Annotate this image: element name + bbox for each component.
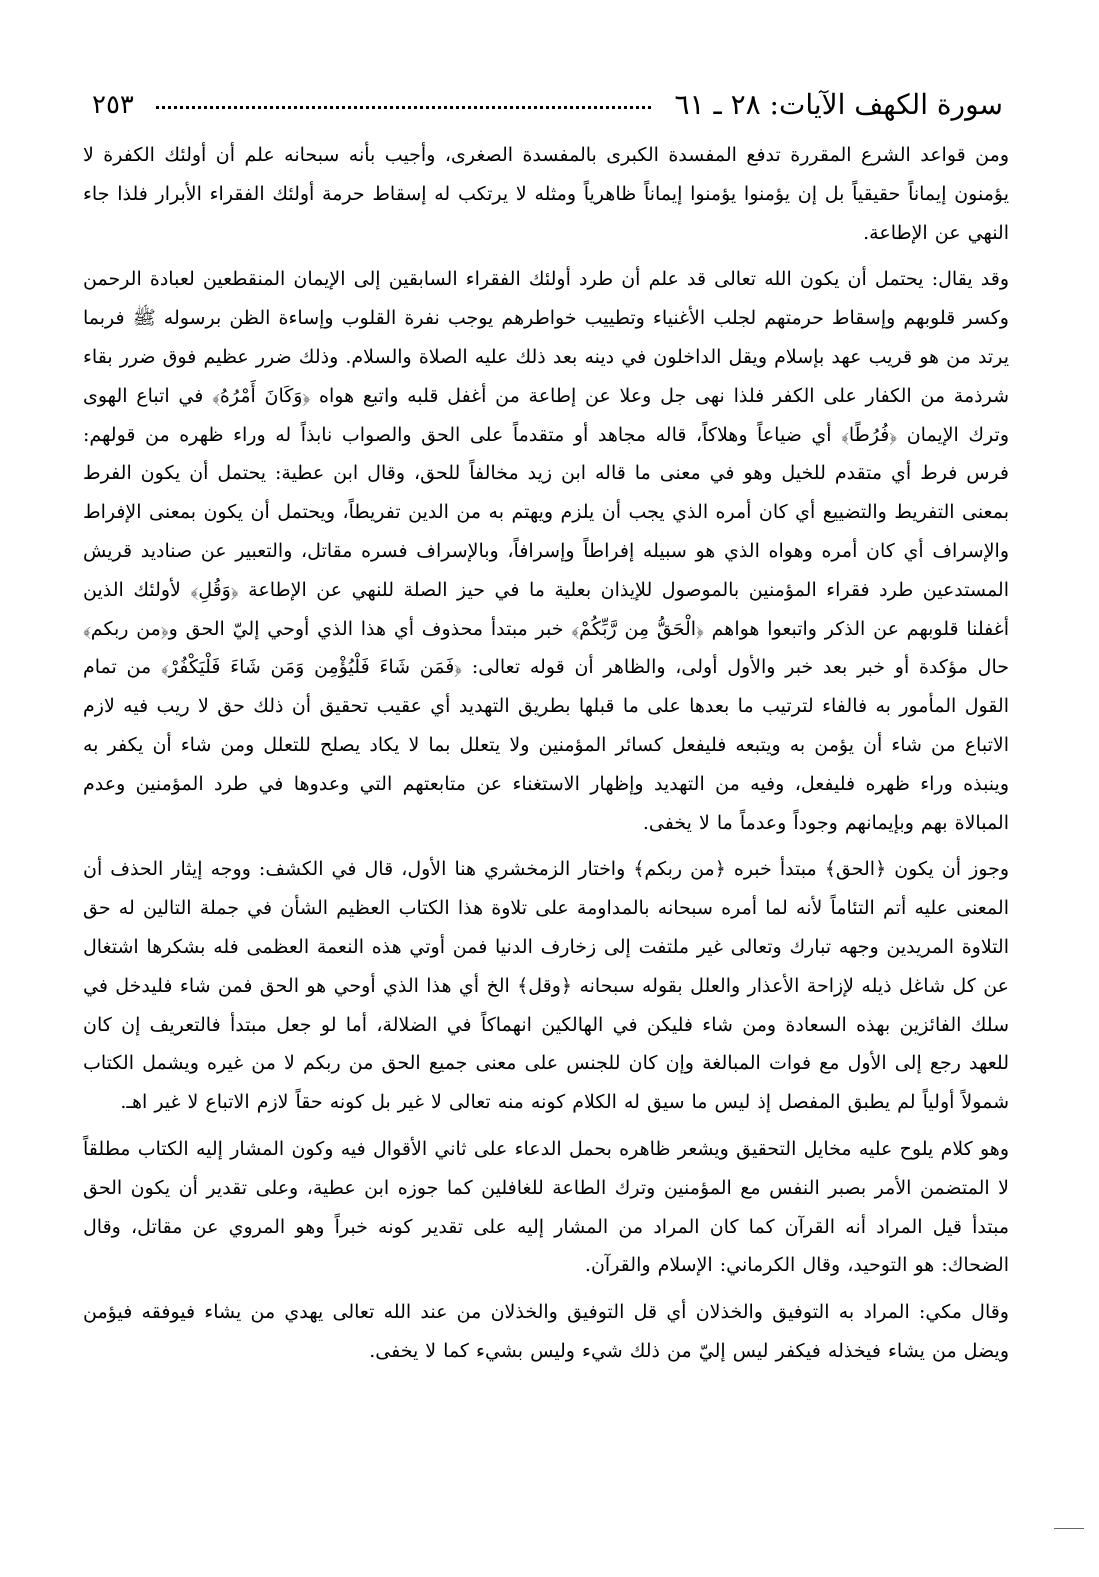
page-number: ٢٥٣ bbox=[92, 90, 134, 120]
header-title: سورة الكهف الآيات: ٢٨ ـ ٦١ bbox=[674, 88, 1003, 121]
page-body bbox=[83, 136, 1009, 1379]
running-header bbox=[92, 86, 1003, 130]
paragraph: وهو كلام يلوح عليه مخايل التحقيق ويشعر ظاهره بحمل الدعاء على ثاني الأقوال فيه وكون المشار إليه الكتاب مطلقاً لا المتضمن الأمر بصبر النفس مع المؤمنين وترك الطاعة للغافلين كما جوزه ابن عطية، وعلى تقدير أن يكون الحق مبتدأ قيل المراد أنه القرآن كما كان المراد من المشار إليه على تقدير كونه خبراً وهو المروي عن مقاتل، وقال الضحاك: هو التوحيد، وقال الكرماني: الإسلام والقرآن. bbox=[83, 1137, 1009, 1277]
margin-mark bbox=[1054, 1528, 1084, 1529]
paragraph: وقد يقال: يحتمل أن يكون الله تعالى قد علم أن طرد أولئك الفقراء السابقين إلى الإيمان المنقطعين لعبادة الرحمن وكسر قلوبهم وإسقاط حرمتهم لجلب الأغنياء وتطييب خواطرهم يوجب نفرة القلوب وإساءة الظن برسوله ﷺ فربما يرتد من هو قريب عهد بإسلام ويقل الداخلون في دينه بعد ذلك عليه الصلاة والسلام. وذلك ضرر عظيم فوق ضرر بقاء شرذمة من الكفار على الكفر فلذا نهى جل وعلا عن إطاعة من أغفل قلبه واتبع هواه ﴿وَكَانَ أَمْرُهُ﴾ في اتباع الهوى وترك الإيمان ﴿فُرُطًا﴾ أي ضياعاً وهلاكاً، قاله مجاهد أو متقدماً على الحق والصواب نابذاً له وراء ظهره من قولهم: فرس فرط أي متقدم للخيل وهو في معنى ما قاله ابن زيد مخالفاً للحق، وقال ابن عطية: يحتمل أن يكون الفرط بمعنى التفريط والتضييع أي كان أمره الذي يجب أن يلزم ويهتم به من الدين تفريطاً، ويحتمل أن يكون بمعنى الإفراط والإسراف أي كان أمره وهواه الذي هو سبيله إفراطاً وإسرافاً، وبالإسراف فسره مقاتل، والتعبير عن صناديد قريش المستدعين طرد فقراء المؤمنين بالموصول للإيذان بعلية ما في حيز الصلة للنهي عن الإطاعة ﴿وَقُلِ﴾ لأولئك الذين أغفلنا قلوبهم عن الذكر واتبعوا هواهم ﴿الْحَقُّ مِن رَّبِّكُمْ﴾ خبر مبتدأ محذوف أي هذا الذي أوحي إليّ الحق و﴿من ربكم﴾ حال مؤكدة أو خبر بعد خبر والأول أولى، والظاهر أن قوله تعالى: ﴿فَمَن شَاءَ فَلْيُؤْمِن وَمَن شَاءَ فَلْيَكْفُرْ﴾ من تمام القول المأمور به فالفاء لترتيب ما بعدها على ما قبلها بطريق التهديد أي عقيب تحقيق أن ذلك حق لا ريب فيه لازم الاتباع من شاء أن يؤمن به ويتبعه فليفعل كسائر المؤمنين ولا يتعلل بما لا يكاد يصلح للتعلل ومن شاء أن يكفر به وينبذه وراء ظهره فليفعل، وفيه من التهديد وإظهار الاستغناء عن متابعتهم التي وعدوها في طرد المؤمنين وعدم المبالاة بهم وبإيمانهم وجوداً وعدماً ما لا يخفى. bbox=[83, 268, 1009, 834]
paragraph: وقال مكي: المراد به التوفيق والخذلان أي قل التوفيق والخذلان من عند الله تعالى يهدي من يشاء فيوفقه فيؤمن ويضل من يشاء فيخذله فيكفر ليس إليّ من ذلك شيء وليس بشيء كما لا يخفى. bbox=[83, 1301, 1009, 1362]
header-leader-dots bbox=[156, 106, 651, 109]
paragraph: ومن قواعد الشرع المقررة تدفع المفسدة الكبرى بالمفسدة الصغرى، وأجيب بأنه سبحانه علم أن أولئك الكفرة لا يؤمنون إيماناً حقيقياً بل إن يؤمنوا يؤمنوا إيماناً ظاهرياً ومثله لا يرتكب له إسقاط حرمة أولئك الفقراء الأبرار فلذا جاء النهي عن الإطاعة. bbox=[83, 144, 1009, 244]
paragraph: وجوز أن يكون ﴿الحق﴾ مبتدأ خبره ﴿من ربكم﴾ واختار الزمخشري هنا الأول، قال في الكشف: ووجه إيثار الحذف أن المعنى عليه أتم التئاماً لأنه لما أمره سبحانه بالمداومة على تلاوة هذا الكتاب العظيم الشأن في جملة التالين له حق التلاوة المريدين وجهه تبارك وتعالى غير ملتفت إلى زخارف الدنيا فمن أوتي هذه النعمة العظمى فله بشكرها اشتغال عن كل شاغل ذيله لإزاحة الأعذار والعلل بقوله سبحانه ﴿وقل﴾ الخ أي هذا الذي أوحي هو الحق فمن شاء فليدخل في سلك الفائزين بهذه السعادة ومن شاء فليكن في الهالكين انهماكاً في الضلالة، أما لو جعل مبتدأ فالتعريف إن كان للعهد رجع إلى الأول مع فوات المبالغة وإن كان للجنس على معنى جميع الحق من ربكم لا من غيره ويشمل الكتاب شمولاً أولياً لم يطبق المفصل إذ ليس ما سيق له الكلام كونه منه تعالى لا غير بل كونه حقاً لازم الاتباع لا غير اهـ. bbox=[83, 858, 1009, 1114]
